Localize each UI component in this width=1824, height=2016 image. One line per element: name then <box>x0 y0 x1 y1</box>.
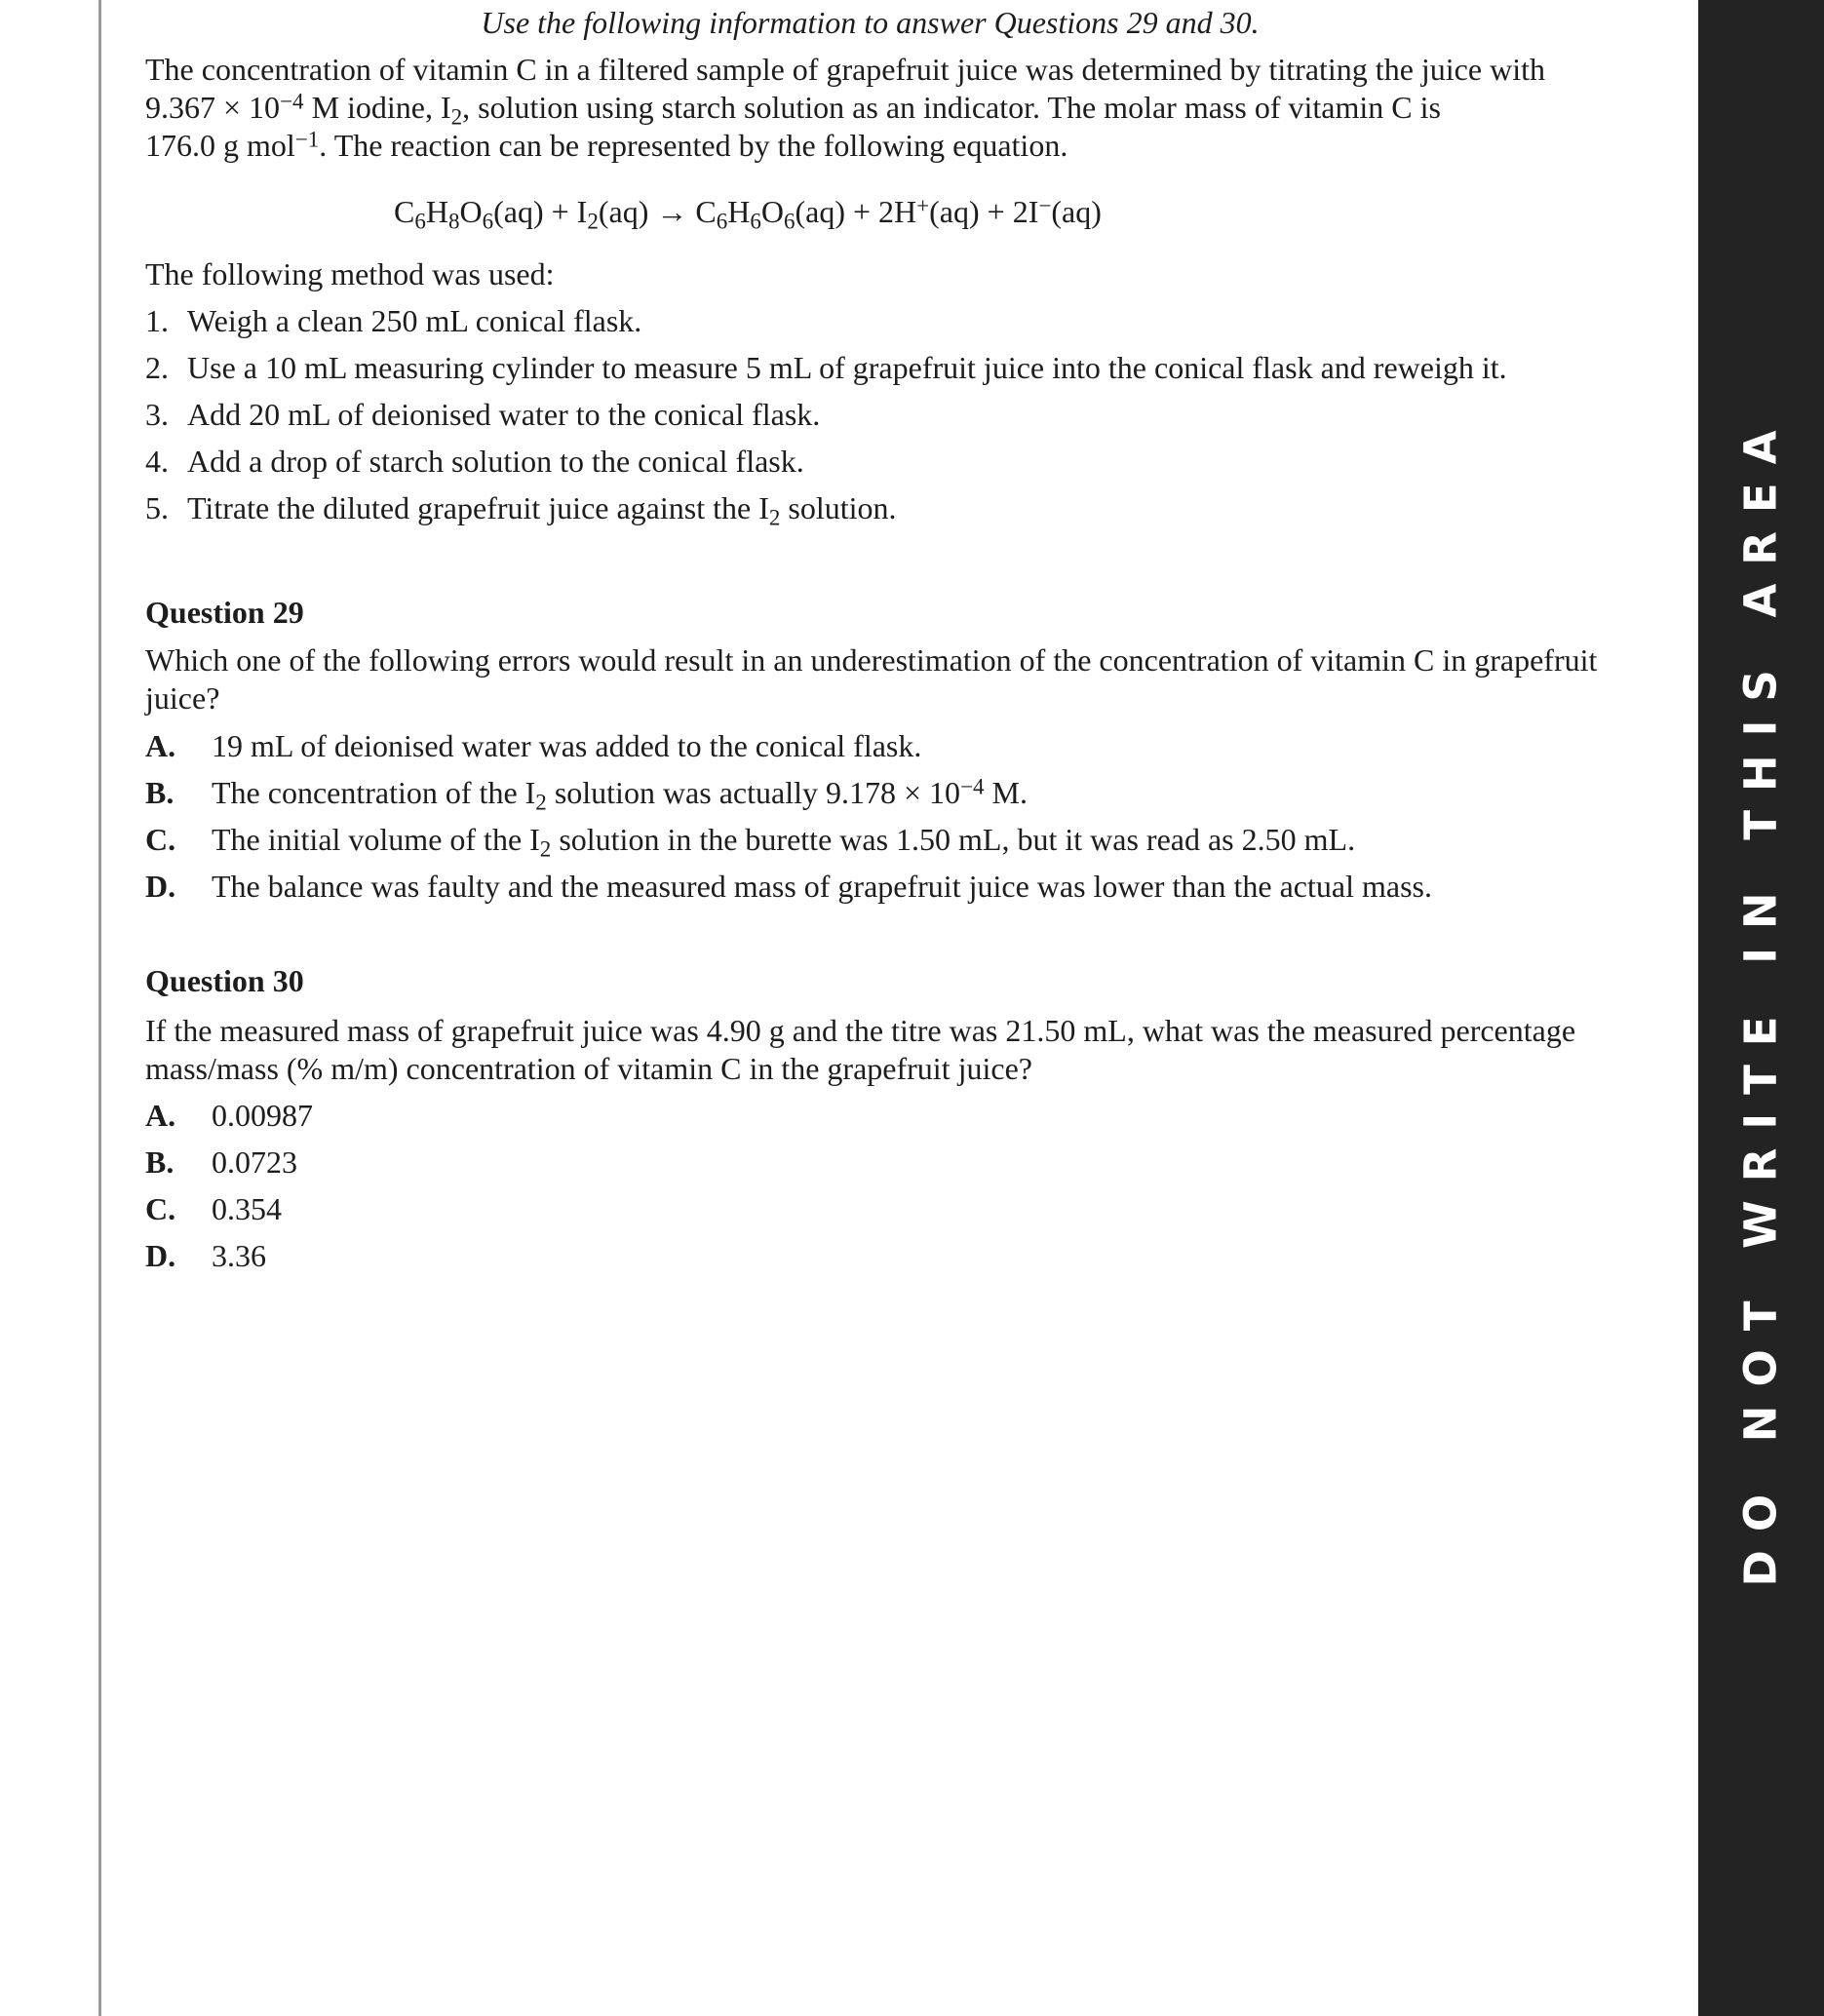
method-step: 3. Add 20 mL of deionised water to the conical flask. <box>145 397 821 432</box>
method-step: 5. Titrate the diluted grapefruit juice against the $I_2$ solution. <box>145 490 897 530</box>
context-line: 176.0 g mol$^{-1}$. The reaction can be represented by the following equation. <box>145 126 1068 163</box>
answer-option-d[interactable]: D. The balance was faulty and the measured mass of grapefruit juice was lower than the actual mass. <box>145 869 1432 904</box>
answer-option-b[interactable]: B. The concentration of the $I_2$ solution was actually $9.178 \times 10^{-4}$ M. <box>145 773 1028 815</box>
method-intro: The following method was used: <box>145 256 555 291</box>
no-write-margin-label: DO NOT WRITE IN THIS AREA <box>1734 411 1787 1587</box>
answer-option-c[interactable]: C. The initial volume of the $I_2$ solution in the burette was 1.50 mL, but it was read as 2.50 mL. <box>145 822 1356 862</box>
question-29-title: Question 29 <box>145 595 304 630</box>
left-margin-rule <box>98 0 101 2016</box>
answer-option-a[interactable]: A. 0.00987 <box>145 1098 313 1133</box>
context-line: $9.367 \times 10^{-4}$ M iodine, $I_2$, solution using starch solution as an indicator. The molar mass of vitamin C is <box>145 88 1441 130</box>
method-step: 2. Use a 10 mL measuring cylinder to measure 5 mL of grapefruit juice into the conical flask and reweigh it. <box>145 350 1507 385</box>
method-step: 4. Add a drop of starch solution to the conical flask. <box>145 444 804 479</box>
question-30-title: Question 30 <box>145 963 304 998</box>
question-30-stem: If the measured mass of grapefruit juice was 4.90 g and the titre was 21.50 mL, what was the measured percentage mass/mass (% m/m) concentration of vitamin C in the grapefruit juice? <box>145 1013 1576 1086</box>
context-line: The concentration of vitamin C in a filtered sample of grapefruit juice was determined by titrating the juice with <box>145 52 1545 87</box>
question-29-stem: Which one of the following errors would result in an underestimation of the concentration of vitamin C in grapefruit juice? <box>145 642 1598 716</box>
question-30-options <box>145 1097 1651 1284</box>
context-paragraph <box>145 51 1651 165</box>
method-steps <box>145 302 1651 536</box>
reaction-equation: $C_6H_8O_6(aq) + I_2(aq) \to C_6H_6O_6(aq) + 2H^+(aq) + 2I^-(aq)$ <box>394 192 1102 234</box>
answer-option-a[interactable]: A. 19 mL of deionised water was added to the conical flask. <box>145 728 922 763</box>
method-step: 1. Weigh a clean 250 mL conical flask. <box>145 303 642 338</box>
answer-option-b[interactable]: B. 0.0723 <box>145 1144 297 1180</box>
question-29-options <box>145 727 1651 914</box>
answer-option-d[interactable]: D. 3.36 <box>145 1238 266 1273</box>
shared-info-intro: Use the following information to answer Questions 29 and 30. <box>481 5 1260 40</box>
answer-option-c[interactable]: C. 0.354 <box>145 1191 282 1226</box>
